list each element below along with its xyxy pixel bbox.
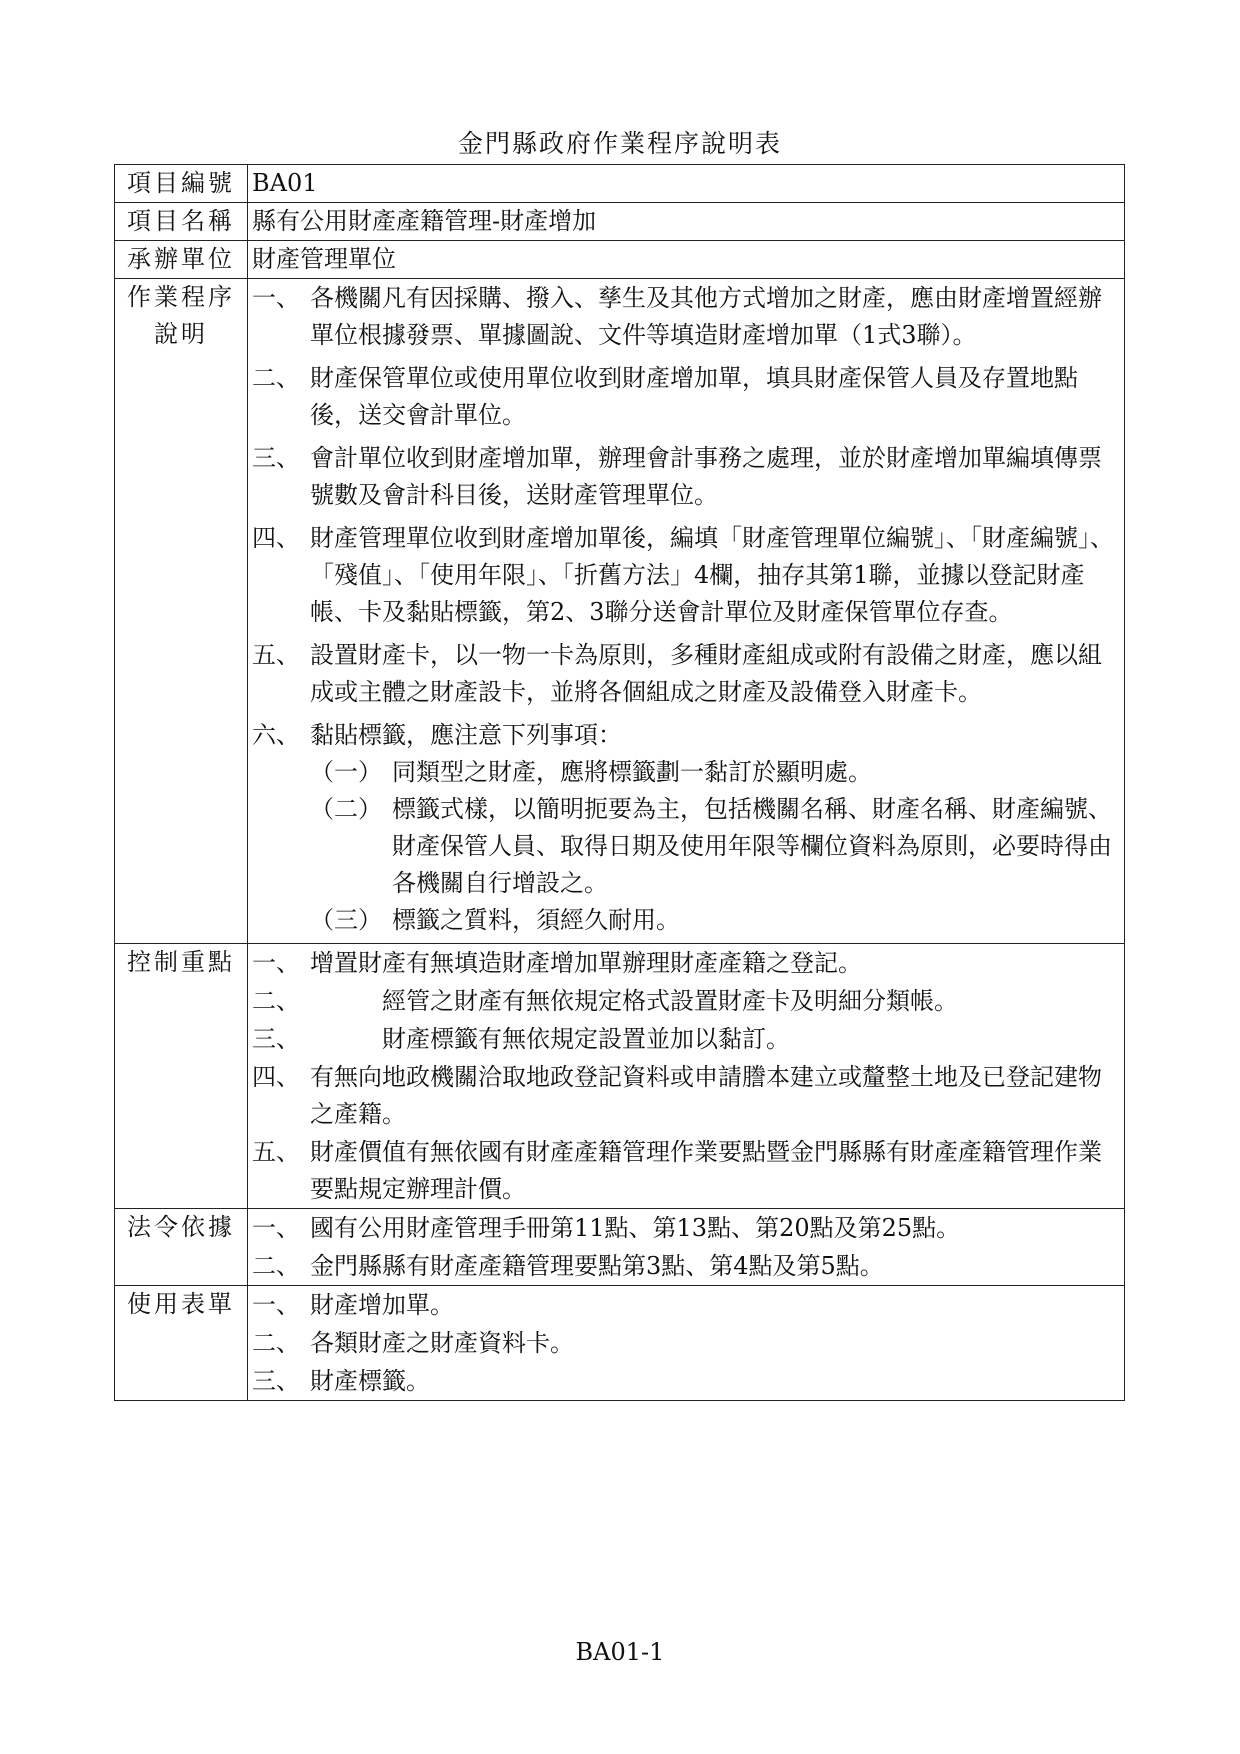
row-item-code: [115, 165, 1125, 203]
document-title: 金門縣政府作業程序說明表: [457, 129, 782, 158]
procedure-item: [252, 637, 1122, 711]
procedure-item: [252, 717, 1122, 754]
item-number: 二、: [252, 1252, 300, 1280]
procedure-item: [252, 360, 1122, 434]
row-procedure: [115, 279, 1125, 944]
sub-item-number: （二）: [310, 795, 382, 823]
item-number: 三、: [252, 1025, 300, 1053]
procedure-item: [252, 440, 1122, 514]
unit-label: 承辦單位: [115, 241, 248, 279]
item-text: 增置財產有無填造財產增加單辦理財產產籍之登記。: [310, 949, 862, 977]
item-number: 五、: [252, 1138, 300, 1166]
procedure-item: [252, 280, 1122, 354]
forms-item: [252, 1287, 1122, 1324]
sub-item-text: 同類型之財產，應將標籤劃一黏訂於顯明處。: [392, 758, 872, 786]
row-forms: [115, 1286, 1125, 1401]
sub-item-text: 標籤式樣，以簡明扼要為主，包括機關名稱、財產名稱、財產編號、財產保管人員、取得日期及使用年限等欄位資料為原則，必要時得由各機關自行增設之。: [392, 795, 1112, 897]
procedure-sub-item: [310, 754, 1122, 791]
item-number: 五、: [252, 641, 300, 669]
row-item-name: [115, 203, 1125, 241]
legal-content: [248, 1209, 1125, 1286]
procedure-item: [252, 520, 1122, 631]
item-number: 一、: [252, 1291, 300, 1319]
item-number: 三、: [252, 444, 300, 472]
item-text: 財產價值有無依國有財產產籍管理作業要點暨金門縣縣有財產產籍管理作業要點規定辦理計價。: [310, 1138, 1102, 1203]
row-control: [115, 944, 1125, 1209]
item-number: 一、: [252, 284, 300, 312]
item-text: 各機關凡有因採購、撥入、孳生及其他方式增加之財產，應由財產增置經辦單位根據發票、單據圖說、文件等填造財產增加單（1式3聯）。: [310, 284, 1102, 349]
forms-item: [252, 1363, 1122, 1400]
item-text: 財產增加單。: [310, 1291, 454, 1319]
item-text: 財產標籤有無依規定設置並加以黏訂。: [382, 1025, 790, 1053]
control-item: [252, 945, 1122, 982]
procedure-sub-item: [310, 791, 1122, 902]
procedure-label-line1: 作業程序: [127, 283, 235, 311]
item-name-label: 項目名稱: [115, 203, 248, 241]
item-number: 二、: [252, 364, 300, 392]
control-content: [248, 944, 1125, 1209]
control-label: 控制重點: [115, 944, 248, 1209]
item-text: 黏貼標籤，應注意下列事項：: [310, 721, 622, 749]
control-item: [252, 1059, 1122, 1133]
item-number: 一、: [252, 1214, 300, 1242]
item-code-label: 項目編號: [115, 165, 248, 203]
item-number: 三、: [252, 1367, 300, 1395]
sub-item-number: （一）: [310, 758, 382, 786]
sub-item-text: 標籤之質料，須經久耐用。: [392, 906, 680, 934]
item-number: 二、: [252, 987, 300, 1015]
forms-item: [252, 1325, 1122, 1362]
item-text: 財產標籤。: [310, 1367, 430, 1395]
procedure-label-line2: 說明: [154, 320, 208, 348]
item-number: 四、: [252, 524, 300, 552]
forms-label: 使用表單: [115, 1286, 248, 1401]
item-code-value: BA01: [248, 165, 1125, 203]
unit-value: 財產管理單位: [248, 241, 1125, 279]
control-item: [252, 1021, 1122, 1058]
item-text: 財產保管單位或使用單位收到財產增加單，填具財產保管人員及存置地點後，送交會計單位。: [310, 364, 1078, 429]
item-number: 四、: [252, 1063, 300, 1091]
procedure-content: [248, 279, 1125, 944]
item-text: 設置財產卡，以一物一卡為原則，多種財產組成或附有設備之財產，應以組成或主體之財產設卡，並將各個組成之財產及設備登入財產卡。: [310, 641, 1102, 706]
legal-label: 法令依據: [115, 1209, 248, 1286]
page-number: BA01-1: [575, 1638, 665, 1666]
item-number: 六、: [252, 721, 300, 749]
legal-item: [252, 1210, 1122, 1247]
sub-item-number: （三）: [310, 906, 382, 934]
item-text: 財產管理單位收到財產增加單後，編填「財產管理單位編號」、「財產編號」、「殘值」、「使用年限」、「折舊方法」4欄，抽存其第1聯，並據以登記財產帳、卡及黏貼標籤，第2、3聯分送會計單位及財產保管單位存查。: [310, 524, 1114, 626]
legal-item: [252, 1248, 1122, 1285]
item-text: 會計單位收到財產增加單，辦理會計事務之處理，並於財產增加單編填傳票號數及會計科目後，送財產管理單位。: [310, 444, 1102, 509]
procedure-table: [114, 164, 1125, 1401]
row-legal: [115, 1209, 1125, 1286]
item-text: 經管之財產有無依規定格式設置財產卡及明細分類帳。: [382, 987, 958, 1015]
item-number: 一、: [252, 949, 300, 977]
item-text: 金門縣縣有財產產籍管理要點第3點、第4點及第5點。: [310, 1252, 884, 1280]
procedure-label: [115, 279, 248, 944]
control-item: [252, 1134, 1122, 1208]
item-number: 二、: [252, 1329, 300, 1357]
control-item: [252, 983, 1122, 1020]
item-name-value: 縣有公用財產產籍管理-財產增加: [248, 203, 1125, 241]
item-text: 國有公用財產管理手冊第11點、第13點、第20點及第25點。: [310, 1214, 961, 1242]
row-unit: [115, 241, 1125, 279]
item-text: 各類財產之財產資料卡。: [310, 1329, 574, 1357]
item-text: 有無向地政機關洽取地政登記資料或申請謄本建立或釐整土地及已登記建物之產籍。: [310, 1063, 1102, 1128]
procedure-sub-item: [310, 902, 1122, 939]
forms-content: [248, 1286, 1125, 1401]
